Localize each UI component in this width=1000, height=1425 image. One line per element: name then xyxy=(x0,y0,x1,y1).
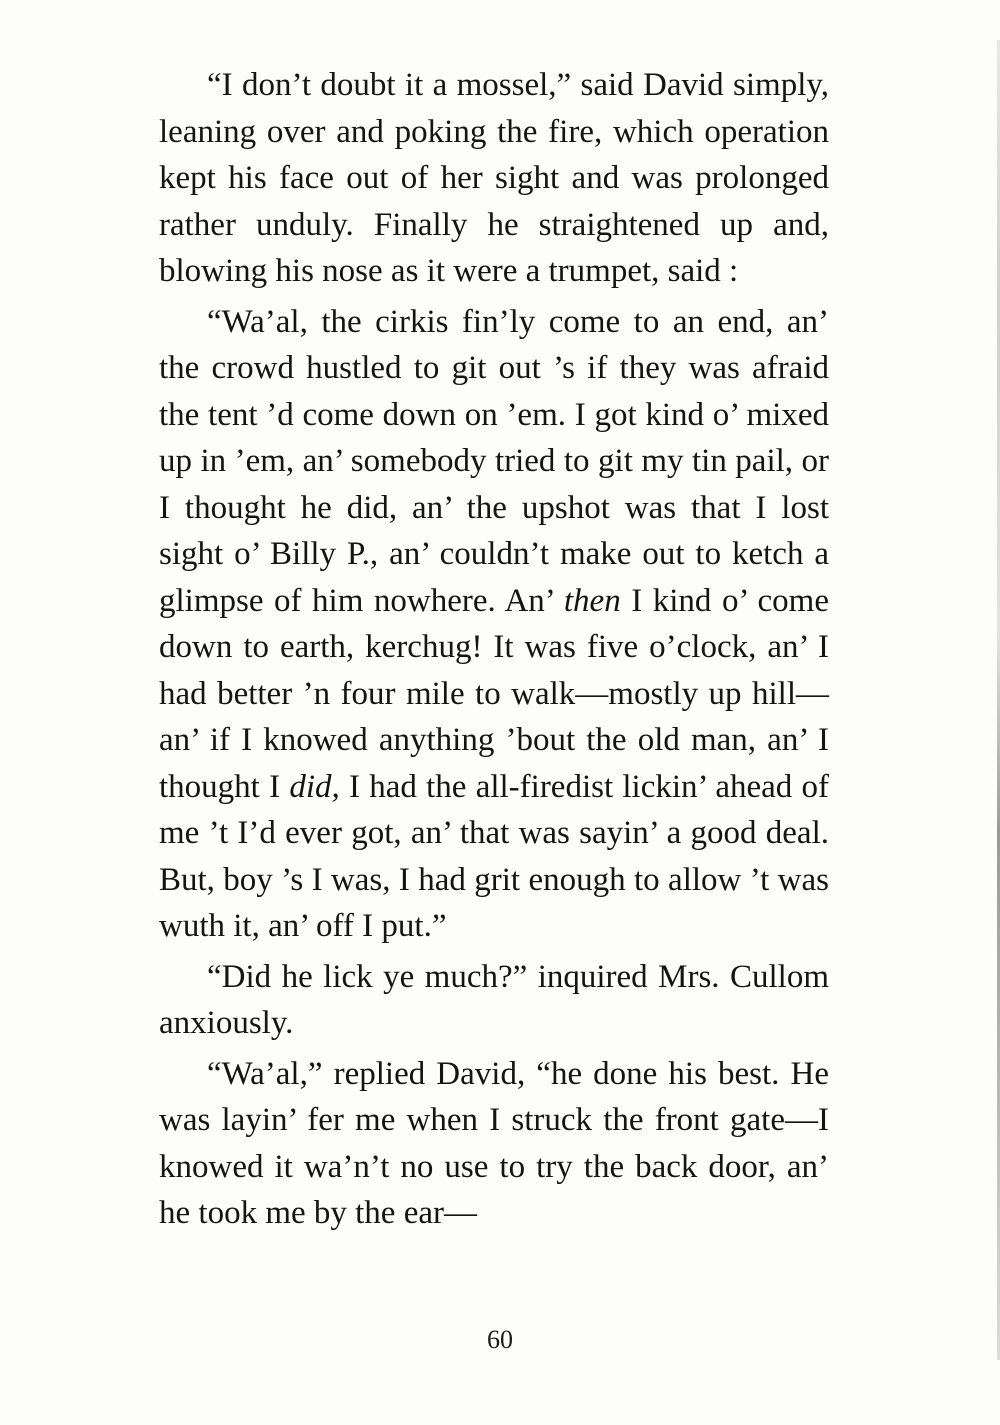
paragraph-3 xyxy=(159,954,829,1047)
paragraph-1-text: “I don’t doubt it a mossel,” said David simply, leaning over and poking the fire, which operation kept his face out of her sight and was prolonged rather unduly. Finally he straightened up and, blowing his nose as it were a trumpet, said : xyxy=(159,67,829,289)
page-number: 60 xyxy=(487,1325,513,1354)
paragraph-2-italic-then: then xyxy=(563,582,621,619)
paragraph-1 xyxy=(159,62,829,295)
paragraph-4-text: “Wa’al,” replied David, “he done his best. He was layin’ fer me when I struck the front gate—I knowed it wa’n’t no use to try the back door, an’ he took me by the ear— xyxy=(159,1055,829,1231)
paragraph-2-text-a: “Wa’al, the cirkis fin’ly come to an end, an’ the crowd hustled to git out ’s if they was afraid the tent ’d come down on ’em. I got kind o’ mixed up in ’em, an’ somebody tried to git my tin pail, or I thought he did, an’ the upshot was that I lost sight o’ Billy P., an’ couldn’t make out to ketch a glimpse of him nowhere. An’ xyxy=(159,303,829,619)
paragraph-2 xyxy=(159,299,829,950)
paragraph-2-text-c: I had the all-firedist lickin’ ahead of me ’t I’d ever got, an’ that was sayin’ a good deal. But, boy ’s I was, I had grit enough to allow ’t was wuth it, an’ off I put.” xyxy=(159,768,829,944)
paragraph-2-text-b: I kind o’ come down to earth, kerchug! It was five o’clock, an’ I had better ’n four mile to walk—mostly up hill—an’ if I knowed anything ’bout the old man, an’ I thought I xyxy=(159,582,829,805)
paragraph-3-text: “Did he lick ye much?” inquired Mrs. Cullom anxiously. xyxy=(159,958,829,1041)
paragraph-2-italic-did: did, xyxy=(289,768,340,805)
paragraph-4 xyxy=(159,1051,829,1237)
body-text xyxy=(159,62,829,1237)
